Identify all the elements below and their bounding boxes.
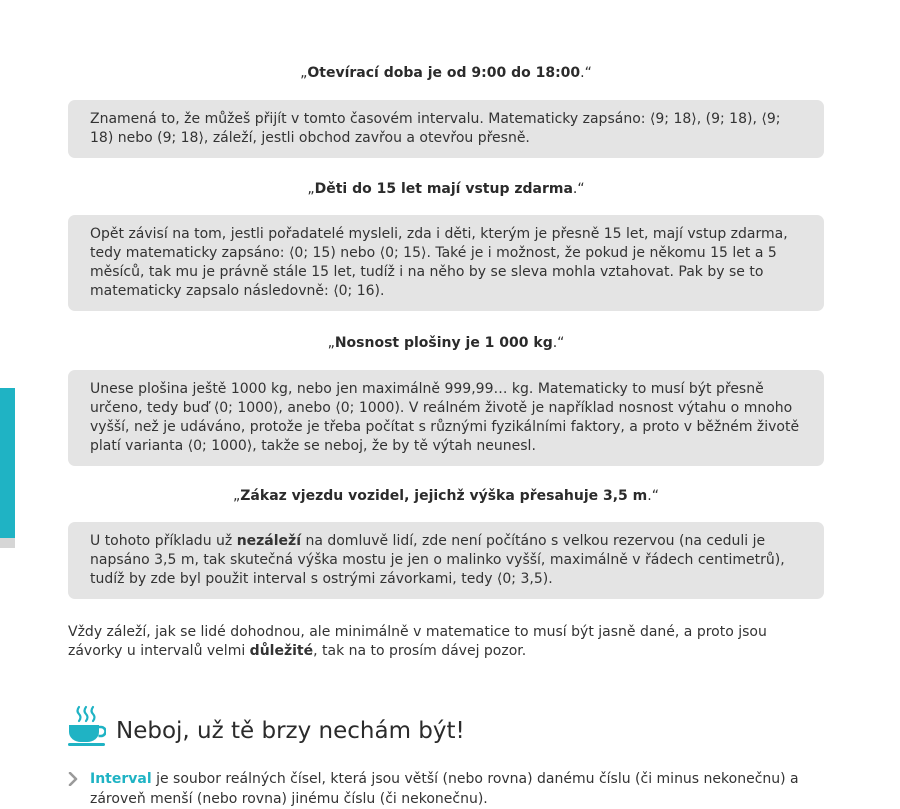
summary-heading-row	[68, 705, 824, 755]
explanation-text-2: Opět závisí na tom, jestli pořadatelé mysleli, zda i děti, kterým je přesně 15 let, mají vstup zdarma, tedy matematicky zapsáno: ⟨0; 15) nebo ⟨0; 15⟩. Také je i možnost, že pokud je někomu 15 let a 5 měsíců, tak mu je právně stále 15 let, tudíž i na něho by se sleva mohla vztahovat. Pak by se to matematicky zapsalo následovně: ⟨0; 16).	[90, 226, 788, 299]
explanation-text-1: Znamená to, že můžeš přijít v tomto časovém intervalu. Matematicky zapsáno: ⟨9; 18⟩, (9; 18), ⟨9; 18) nebo (9; 18⟩, záleží, jestli obchod zavřou a otevřou přesně.	[90, 111, 781, 146]
summary-bullet-text: Interval je soubor reálných čísel, která jsou větší (nebo rovna) danému číslu (či minus nekonečnu) a zároveň menší (nebo rovna) jinému číslu (či nekonečnu).	[90, 771, 799, 807]
chevron-right-icon	[68, 772, 78, 786]
example-quote-4: „Zákaz vjezdu vozidel, jejichž výška přesahuje 3,5 m.“	[233, 488, 659, 504]
example-quote-1: „Otevírací doba je od 9:00 do 18:00.“	[300, 65, 592, 81]
example-quote-3: „Nosnost plošiny je 1 000 kg.“	[327, 335, 565, 351]
explanation-box-3	[68, 370, 824, 466]
side-tab-shadow	[0, 538, 15, 548]
explanation-text-3: Unese plošina ještě 1000 kg, nebo jen maximálně 999,99… kg. Matematicky to musí být přesně určeno, tedy buď ⟨0; 1000⟩, anebo ⟨0; 1000). V reálném životě je například nosnost výtahu o mnoho vyšší, než je udáváno, protože je třeba počítat s různými fyzikálními faktory, a proto v běžném životě platí varianta ⟨0; 1000⟩, takže se neboj, že by tě výtah neunesl.	[90, 381, 800, 454]
explanation-box-1	[68, 100, 824, 158]
interval-term: Interval	[90, 771, 152, 787]
coffee-cup-icon	[68, 705, 106, 747]
side-tab-marker	[0, 388, 15, 538]
example-quote-2: „Děti do 15 let mají vstup zdarma.“	[307, 181, 585, 197]
explanation-box-2	[68, 215, 824, 311]
closing-paragraph: Vždy záleží, jak se lidé dohodnou, ale minimálně v matematice to musí být jasně dané, a proto jsou závorky u intervalů velmi důležité, tak na to prosím dávej pozor.	[68, 624, 767, 659]
summary-heading: Neboj, už tě brzy nechám být!	[116, 718, 465, 744]
explanation-box-4	[68, 522, 824, 599]
explanation-text-4: U tohoto příkladu už nezáleží na domluvě lidí, zde není počítáno s velkou rezervou (na ceduli je napsáno 3,5 m, tak skutečná výška mostu je jen o malinko vyšší, maximálně v řádech centimetrů), tudíž by zde byl použit interval s ostrými závorkami, tedy ⟨0; 3,5).	[90, 533, 785, 587]
